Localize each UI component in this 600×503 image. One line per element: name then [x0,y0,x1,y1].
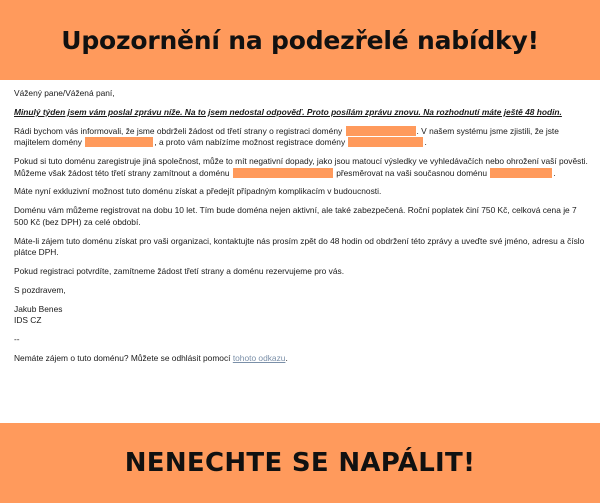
email-paragraph-risks: Pokud si tuto doménu zaregistruje jiná společnost, může to mít negativní dopady, jako jsou matoucí výsledky ve vyhledávačích nebo ohrožení vaší pověsti. Můžeme však žádost této třetí strany zamítnout a doménu přesměrovat na vaši současnou doménu . [14,156,588,178]
sender-name: Jakub Benes [14,303,63,314]
unsubscribe-line: Nemáte zájem o tuto doménu? Můžete se odhlásit pomocí tohoto odkazu. [14,353,288,363]
email-body [0,80,600,423]
redacted-domain [348,137,423,147]
unsubscribe-link[interactable]: tohoto odkazu [232,353,286,363]
warning-banner-top [0,0,600,80]
redacted-domain [490,168,552,178]
warning-title: Upozornění na podezřelé nabídky! [61,25,539,55]
warning-slogan: NENECHTE SE NAPÁLIT! [124,448,476,478]
email-paragraph-offer: Máte nyní exkluzivní možnost tuto doménu získat a předejít případným komplikacím v budoucnosti. [14,186,382,197]
redacted-domain [346,126,416,136]
redacted-domain [85,137,153,147]
email-paragraph-domain-request: Rádi bychom vás informovali, že jsme obdrželi žádost od třetí strany o registraci domény . V našem systému jsme zjistili, že jste majitelem domény , a proto vám nabízíme možnost registrace domény . [14,125,559,148]
email-greeting: Vážený pane/Vážená paní, [14,88,115,98]
redacted-domain [233,168,333,178]
email-emphasis: Minulý týden jsem vám poslal zprávu níže. Na to jsem nedostal odpověď. Proto posílám zprávu znovu. Na rozhodnutí máte ještě 48 hodin. [14,106,562,117]
signature-separator: -- [14,334,20,345]
sender-company: IDS CZ [14,315,42,326]
email-closing: S pozdravem, [14,284,66,295]
email-paragraph-contact: Máte-li zájem tuto doménu získat pro vaši organizaci, kontaktujte nás prosím zpět do 48 hodin od obdržení této zprávy a uveďte své jméno, adresu a číslo plátce DPH. [14,235,585,258]
warning-banner-bottom [0,423,600,503]
email-paragraph-confirm: Pokud registraci potvrdíte, zamítneme žádost třetí strany a doménu rezervujeme pro vás. [14,265,345,276]
email-paragraph-pricing: Doménu vám můžeme registrovat na dobu 10 let. Tím bude doména nejen aktivní, ale také zabezpečená. Roční poplatek činí 750 Kč, celková cena je 7 500 Kč (bez DPH) za celé období. [14,205,577,227]
